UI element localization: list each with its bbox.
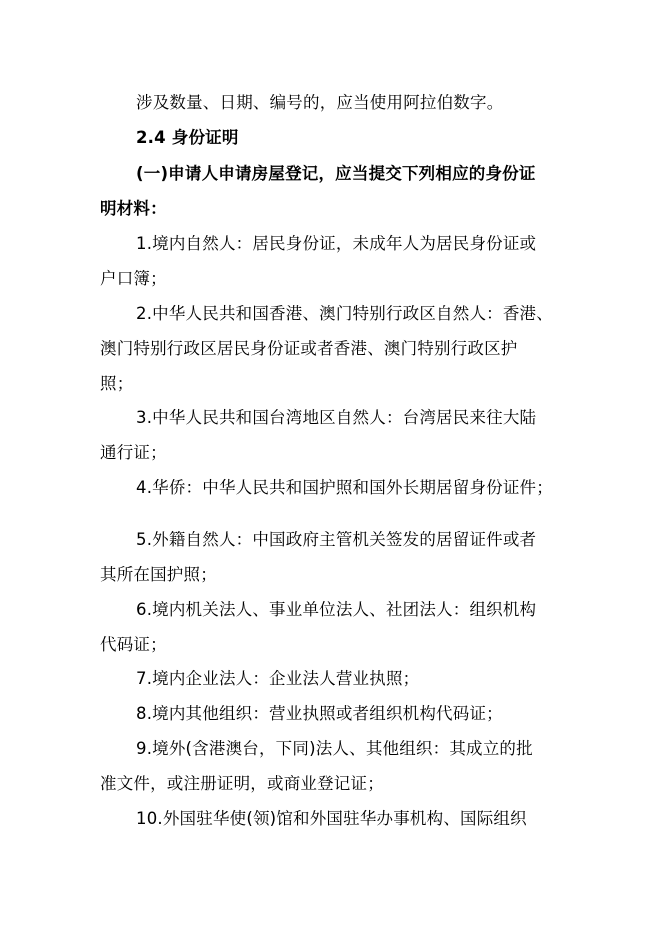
list-item-continuation: 澳门特别行政区居民身份证或者香港、澳门特别行政区护 — [100, 339, 518, 358]
list-item: 6.境内机关法人、事业单位法人、社团法人：组织机构 — [136, 600, 537, 619]
list-item-continuation: 准文件，或注册证明，或商业登记证； — [100, 774, 384, 793]
list-item: 1.境内自然人：居民身份证，未成年人为居民身份证或 — [136, 234, 537, 253]
list-item-continuation: 户口簿； — [100, 269, 167, 288]
section-heading: 2.4 身份证明 — [136, 128, 239, 147]
list-item-continuation: 其所在国护照； — [100, 565, 217, 584]
list-item: 4.华侨：中华人民共和国护照和国外长期居留身份证件； — [136, 478, 553, 497]
list-item-continuation: 照； — [100, 374, 134, 393]
text-line: (一)申请人申请房屋登记，应当提交下列相应的身份证 — [136, 164, 536, 183]
list-item-continuation: 通行证； — [100, 443, 167, 462]
list-item: 10.外国驻华使(领)馆和外国驻华办事机构、国际组织 — [136, 809, 527, 828]
list-item: 5.外籍自然人：中国政府主管机关签发的居留证件或者 — [136, 530, 537, 549]
list-item: 3.中华人民共和国台湾地区自然人：台湾居民来往大陆 — [136, 408, 537, 427]
list-item: 9.境外(含港澳台，下同)法人、其他组织：其成立的批 — [136, 739, 533, 758]
list-item: 8.境内其他组织：营业执照或者组织机构代码证； — [136, 704, 503, 723]
list-item-continuation: 代码证； — [100, 635, 167, 654]
text-line: 涉及数量、日期、编号的，应当使用阿拉伯数字。 — [136, 93, 504, 112]
list-item: 2.中华人民共和国香港、澳门特别行政区自然人：香港、 — [136, 304, 553, 323]
text-line: 明材料： — [100, 199, 167, 218]
list-item: 7.境内企业法人：企业法人营业执照； — [136, 669, 420, 688]
